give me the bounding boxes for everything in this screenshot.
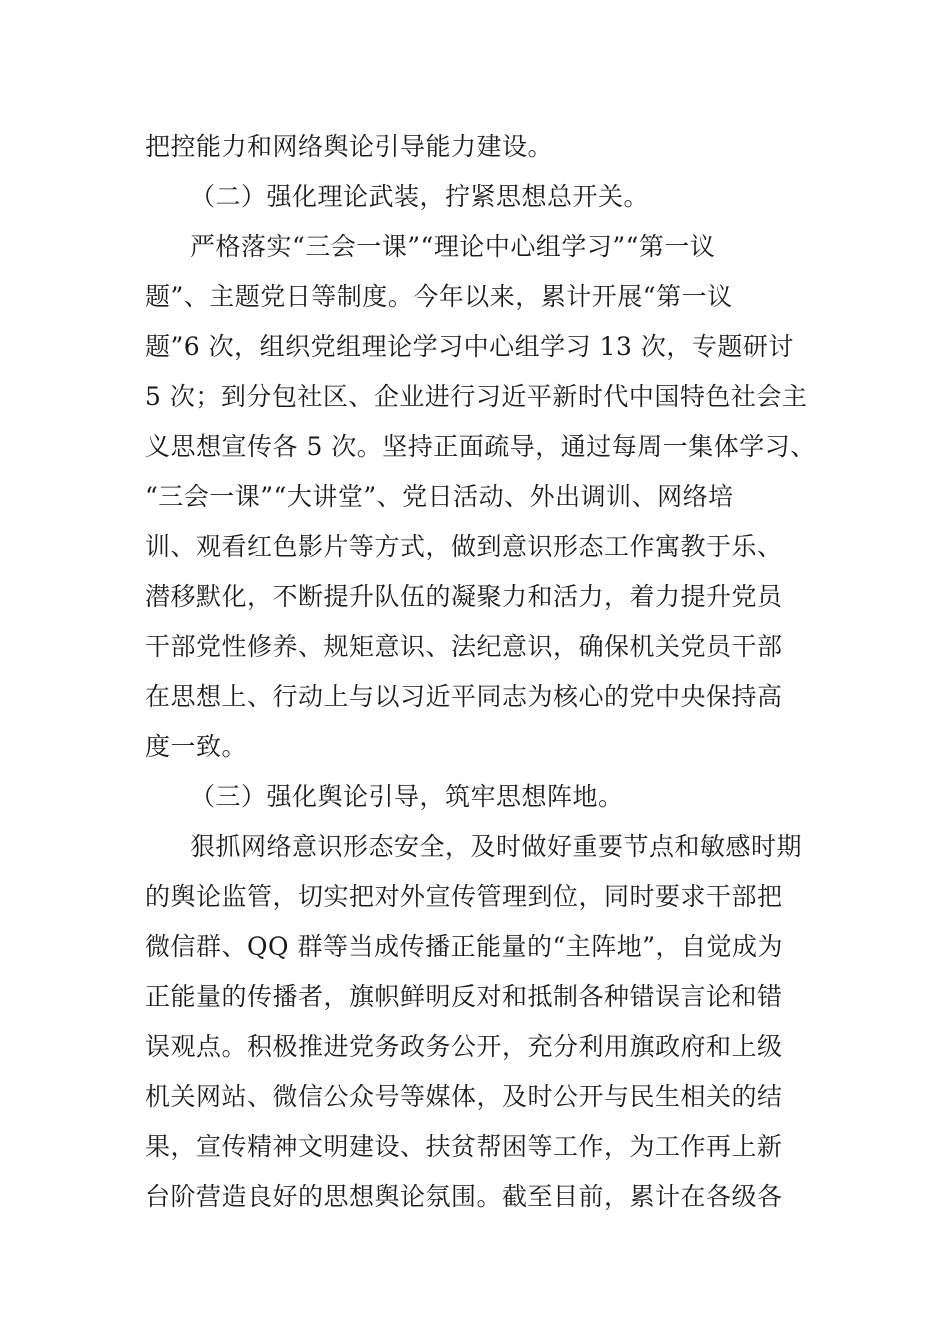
body-text-line: 干部党性修养、规矩意识、法纪意识，确保机关党员干部 (145, 632, 783, 661)
paragraph-first-line: 严格落实“三会一课”“理论中心组学习”“第一议 (190, 232, 716, 261)
body-text-line: 潜移默化，不断提升队伍的凝聚力和活力，着力提升党员 (145, 582, 783, 611)
body-text-line: 台阶营造良好的思想舆论氛围。截至目前，累计在各级各 (145, 1182, 783, 1211)
body-text-line: 机关网站、微信公众号等媒体，及时公开与民生相关的结 (145, 1082, 783, 1111)
body-text-line: 度一致。 (145, 732, 248, 761)
paragraph-first-line: 狠抓网络意识形态安全，及时做好重要节点和敏感时期 (190, 832, 803, 861)
body-text-line: 5 次；到分包社区、企业进行习近平新时代中国特色社会主 (145, 382, 808, 411)
body-text-line: 误观点。积极推进党务政务公开，充分利用旗政府和上级 (145, 1032, 783, 1061)
body-text-line: 果，宣传精神文明建设、扶贫帮困等工作，为工作再上新 (145, 1132, 783, 1161)
body-text-line: 训、观看红色影片等方式，做到意识形态工作寓教于乐、 (145, 532, 783, 561)
body-text-line: 题”、主题党日等制度。今年以来，累计开展“第一议 (145, 282, 733, 311)
body-text-line: 正能量的传播者，旗帜鲜明反对和抵制各种错误言论和错 (145, 982, 783, 1011)
section-heading: （三）强化舆论引导，筑牢思想阵地。 (190, 782, 624, 811)
body-text-line: 的舆论监管，切实把对外宣传管理到位，同时要求干部把 (145, 882, 783, 911)
body-text-line: 把控能力和网络舆论引导能力建设。 (145, 132, 554, 161)
section-heading: （二）强化理论武装，拧紧思想总开关。 (190, 182, 650, 211)
body-text-line: 微信群、QQ 群等当成传播正能量的“主阵地”，自觉成为 (145, 932, 784, 961)
body-text-line: 在思想上、行动上与以习近平同志为核心的党中央保持高 (145, 682, 783, 711)
body-text-line: “三会一课”“大讲堂”、党日活动、外出调训、网络培 (145, 482, 734, 511)
body-text-line: 义思想宣传各 5 次。坚持正面疏导，通过每周一集体学习、 (145, 432, 816, 461)
body-text-line: 题”6 次，组织党组理论学习中心组学习 13 次，专题研讨 (145, 332, 794, 361)
